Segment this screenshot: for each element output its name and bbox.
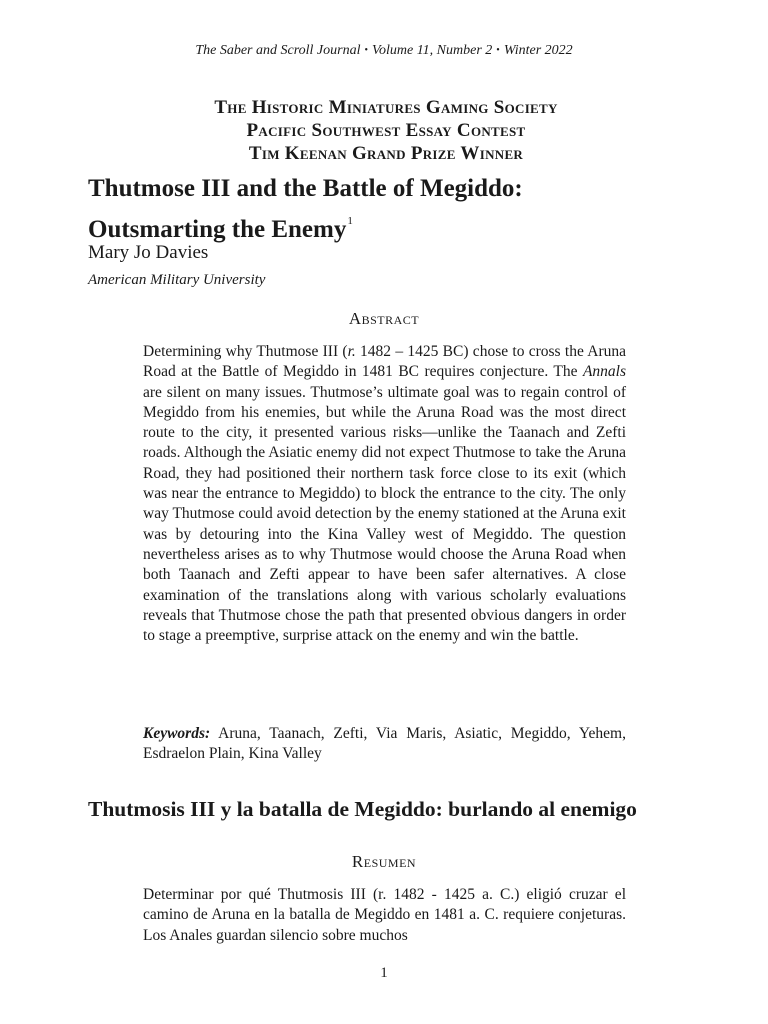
abstract-text-italic: Annals: [582, 363, 626, 381]
contest-prize: Tim Keenan Grand Prize Winner: [248, 143, 524, 164]
journal-season: Winter 2022: [503, 43, 573, 58]
abstract-text-italic: r.: [347, 343, 356, 360]
resumen-text: Determinar por qué Thutmosis III (r. 1482 - 1425 a. C.) eligió cruzar el camino de Aruna en la batalla de Megiddo en 1481 a. C. requiere conjeturas. Los Anales guardan silencio sobre muchos: [143, 886, 626, 944]
header-separator: •: [496, 45, 500, 56]
keywords-label: Keywords:: [143, 725, 211, 742]
header-separator: •: [364, 45, 368, 56]
page-number: 1: [380, 965, 388, 981]
author-affiliation: American Military University: [88, 272, 266, 288]
journal-volume: Volume 11, Number 2: [372, 43, 493, 58]
abstract-text-part: are silent on many issues. Thutmose’s ultimate goal was to regain control of Megiddo from his enemies, but while the Aruna Road was the most direct route to the city, it presented various risks—unlike the Taanach and Zefti roads. Although the Asiatic enemy did not expect Thutmose to take the Aruna Road, they had positioned their northern task force close to its exit (which was near the entrance to Megiddo) to block the entrance to the city. The only way Thutmose could avoid detection by the enemy stationed at the Aruna exit was by detouring into the Kina Valley west of Megiddo. The question nevertheless arises as to why Thutmose would choose the Aruna Road when both Taanach and Zefti appear to have been safer alternatives. A close examination of the translations along with various scholarly evaluations reveals that Thutmose chose the path that presented obvious dangers in order to stage a preemptive, surprise attack on the enemy and win the battle.: [143, 383, 626, 645]
spanish-title: Thutmosis III y la batalla de Megiddo: burlando al enemigo: [88, 797, 637, 821]
title-line-2: Outsmarting the Enemy: [88, 216, 347, 243]
author-name: Mary Jo Davies: [88, 242, 209, 263]
journal-name: The Saber and Scroll Journal: [195, 43, 361, 58]
abstract-text-part: Determining why Thutmose III (: [143, 343, 348, 360]
article-title: [88, 172, 688, 246]
footnote-marker[interactable]: 1: [347, 215, 353, 227]
abstract-heading: Abstract: [348, 309, 420, 328]
contest-banner: [0, 96, 768, 165]
running-header: [0, 43, 768, 59]
contest-name: Pacific Southwest Essay Contest: [246, 120, 526, 141]
abstract-text: [143, 342, 626, 646]
keywords-list: Aruna, Taanach, Zefti, Via Maris, Asiatic, Megiddo, Yehem, Esdraelon Plain, Kina Valley: [143, 725, 626, 763]
resumen-heading: Resumen: [351, 852, 417, 871]
contest-society: The Historic Miniatures Gaming Society: [214, 97, 558, 118]
title-line-1: Thutmose III and the Battle of Megiddo:: [88, 175, 523, 202]
abstract-text-part: 1482 – 1425 BC) chose to cross the Aruna Road at the Battle of Megiddo in 1481 BC requires conjecture. The: [143, 343, 626, 381]
keywords: [143, 724, 626, 765]
